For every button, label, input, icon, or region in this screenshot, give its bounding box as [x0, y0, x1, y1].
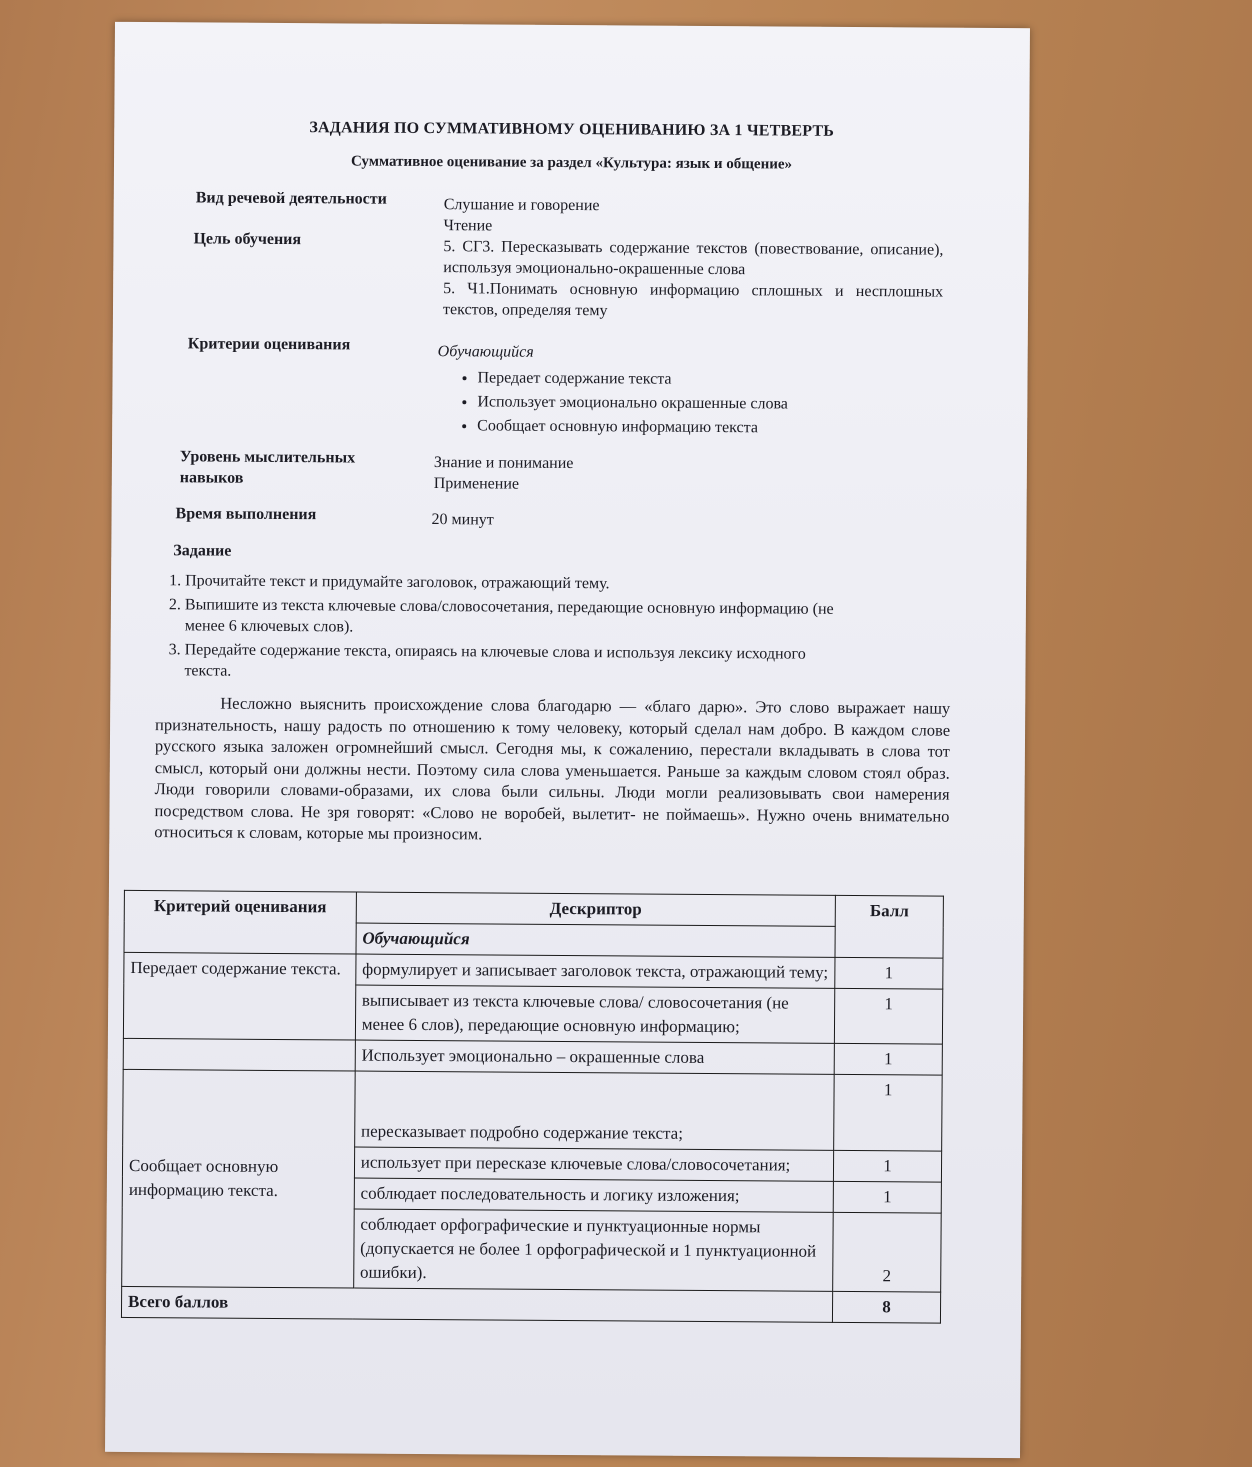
score-cell: 1	[835, 957, 943, 989]
table-header-row	[124, 890, 943, 927]
time-value: 20 минут	[431, 511, 494, 529]
criteria-item: • Использует эмоционально окрашенные слова	[477, 390, 917, 417]
thinking-value: Знание и понимание	[433, 454, 574, 473]
table-total-row	[121, 1286, 940, 1323]
descriptor-cell: формулирует и записывает заголовок текста, отражающий тему;	[356, 954, 836, 988]
descriptor-cell: Использует эмоционально – окрашенные слова	[355, 1040, 835, 1074]
activity-value: Чтение	[443, 217, 493, 235]
descriptor-cell: использует при пересказе ключевые слова/словосочетания;	[354, 1147, 834, 1181]
thinking-values	[434, 452, 834, 497]
header-descriptor: Дескриптор	[356, 892, 836, 926]
descriptor-cell: пересказывает подробно содержание текста;	[354, 1071, 834, 1150]
descriptor-cell: выписывает из текста ключевые слова/ словосочетания (не менее 6 слов), передающие основную информацию;	[355, 985, 835, 1043]
criteria-label: Критерии оценивания	[187, 335, 351, 354]
criterion-cell-empty	[123, 1038, 355, 1071]
criteria-list	[437, 366, 917, 441]
total-value: 8	[833, 1291, 941, 1323]
goal-values	[443, 236, 944, 323]
table-row	[124, 952, 943, 989]
score-cell: 1	[834, 988, 942, 1044]
thinking-label: Уровень мыслительных навыков	[179, 448, 356, 487]
score-cell: 1	[833, 1181, 941, 1213]
descriptor-cell: соблюдает последовательность и логику изложения;	[354, 1178, 834, 1212]
task-list	[150, 570, 851, 686]
goal-value: 5. Ч1.Понимать основную информацию сплошных и несплошных текстов, определяя тему	[442, 280, 944, 320]
score-cell: 2	[833, 1212, 941, 1292]
table-row	[123, 1069, 943, 1151]
reading-text: Несложно выяснить происхождение слова благодарю — «благо дарю». Это слово выражает нашу признательность, нашу радость по отношению к тому человеку, который сделал нам добро. В каждом слове русского языка заложен огромнейший смысл. Сегодня мы, к сожалению, перестали вкладывать в слова тот смысл, который они должны нести. Поэтому сила слова уменьшается. Раньше за каждым словом стоял образ. Люди говорили словами-образами, их слова были сильны. Люди могли реализовывать свои намерения посредством слова. Не зря говорят: «Слово не воробей, вылетит- не поймаешь». Нужно очень внимательно относиться к словам, которые мы произносим.	[154, 693, 951, 844]
task-item: 3. Передайте содержание текста, опираясь на ключевые слова и используя лексику исходного текста.	[184, 639, 850, 686]
descriptor-cell: соблюдает орфографические и пунктуационные нормы (допускается не более 1 орфографической и 1 пунктуационной ошибки).	[353, 1209, 833, 1291]
time-label: Время выполнения	[175, 505, 317, 524]
score-cell: 1	[834, 1150, 942, 1182]
criteria-intro: Обучающийся	[437, 343, 534, 361]
thinking-value: Применение	[433, 475, 520, 493]
header-score: Балл	[835, 895, 943, 958]
activity-label: Вид речевой деятельности	[195, 189, 387, 208]
criteria-item: • Передает содержание текста	[477, 366, 917, 393]
criteria-block	[437, 341, 918, 441]
document-title: ЗАДАНИЯ ПО СУММАТИВНОМУ ОЦЕНИВАНИЮ ЗА 1 ЧЕТВЕРТЬ	[309, 119, 835, 140]
goal-label: Цель обучения	[193, 230, 302, 249]
score-cell: 1	[834, 1043, 942, 1075]
criterion-cell: Сообщает основную информацию текста.	[122, 1069, 355, 1288]
activity-values	[444, 194, 944, 239]
goal-value: 5. СГ3. Пересказывать содержание текстов (повествование, описание), используя эмоционально-окрашенные слова	[443, 238, 944, 279]
task-item: 1. Прочитайте текст и придумайте заголовок, отражающий тему.	[185, 570, 851, 596]
paper-sheet	[105, 22, 1030, 1458]
total-label: Всего баллов	[121, 1286, 832, 1322]
rubric-table	[121, 890, 944, 1324]
criteria-item: • Сообщает основную информацию текста	[477, 414, 917, 441]
header-learner: Обучающийся	[356, 923, 836, 957]
header-criterion: Критерий оценивания	[124, 890, 356, 954]
task-list-wrap	[150, 570, 851, 689]
score-cell: 1	[834, 1074, 942, 1151]
criterion-cell: Передает содержание текста.	[123, 952, 355, 1040]
task-heading: Задание	[173, 542, 232, 560]
document-subtitle: Суммативное оценивание за раздел «Культура: язык и общение»	[350, 153, 793, 173]
activity-value: Слушание и говорение	[443, 196, 600, 215]
task-item: 2. Выпишите из текста ключевые слова/словосочетания, передающие основную информацию (не менее 6 ключевых слов).	[185, 594, 851, 641]
